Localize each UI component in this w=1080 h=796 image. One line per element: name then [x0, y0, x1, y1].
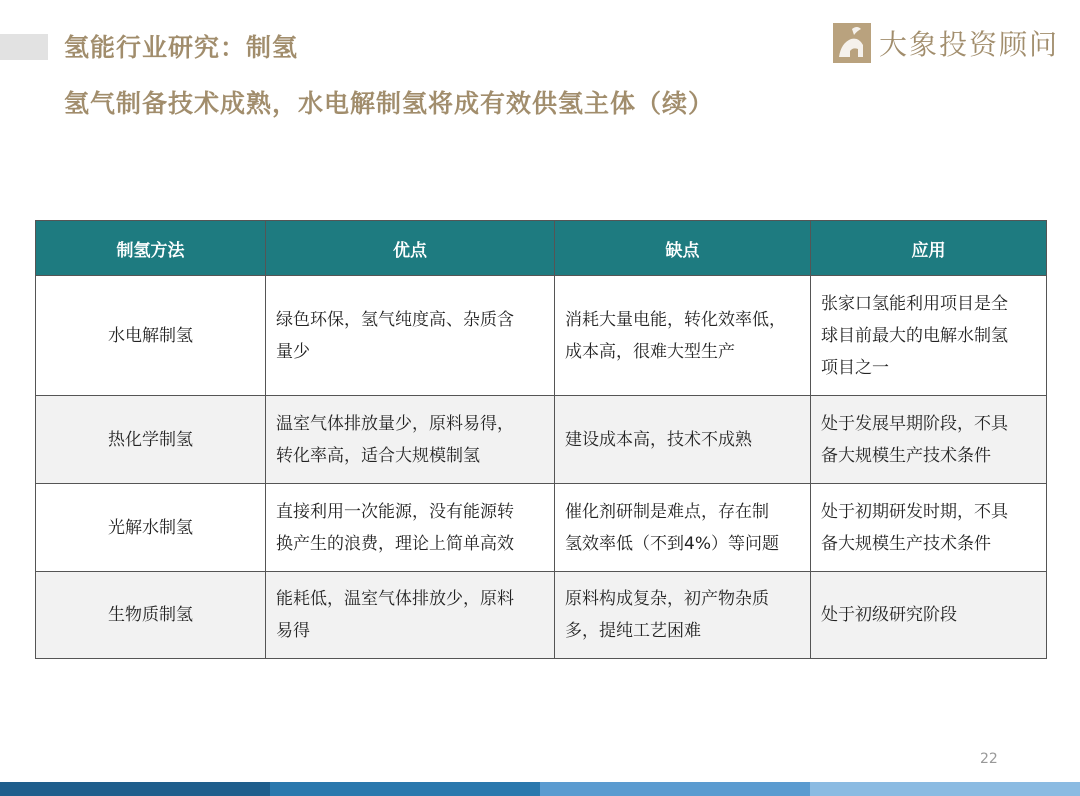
cell-line: 成本高，很难大型生产 — [565, 341, 735, 362]
cell-line: 易得 — [276, 621, 310, 641]
header-method: 制氢方法 — [36, 221, 266, 276]
method-cell: 水电解制氢 — [36, 276, 266, 396]
footer-bar-segment — [0, 782, 270, 796]
header-cons: 缺点 — [555, 221, 811, 276]
cell-line: 备大规模生产技术条件 — [821, 445, 991, 466]
pros-cell — [266, 396, 555, 484]
page-subtitle: 氢气制备技术成熟，水电解制氢将成有效供氢主体（续） — [64, 89, 715, 118]
footer-color-bar — [0, 782, 1080, 796]
cell-line: 处于初级研究阶段 — [821, 605, 957, 625]
cell-line: 绿色环保，氢气纯度高、杂质含 — [276, 309, 514, 330]
pros-cell — [266, 484, 555, 572]
cell-line: 建设成本高，技术不成熟 — [565, 429, 752, 450]
method-cell: 生物质制氢 — [36, 572, 266, 659]
table-row — [36, 276, 1047, 396]
hydrogen-methods-table — [35, 220, 1047, 659]
footer-bar-segment — [810, 782, 1080, 796]
table-row — [36, 484, 1047, 572]
method-cell: 热化学制氢 — [36, 396, 266, 484]
application-cell — [811, 396, 1047, 484]
cons-cell — [555, 276, 811, 396]
cell-line: 温室气体排放量少，原料易得， — [276, 413, 514, 434]
pros-cell — [266, 572, 555, 659]
cell-line: 处于发展早期阶段，不具 — [821, 413, 1008, 434]
logo-text: 大象投资顾问 — [879, 28, 1060, 61]
cell-line: 换产生的浪费，理论上简单高效 — [276, 533, 514, 554]
footer-bar-segment — [270, 782, 540, 796]
cell-line: 能耗低，温室气体排放少，原料 — [276, 589, 514, 609]
header-application: 应用 — [811, 221, 1047, 276]
page-title: 氢能行业研究：制氢 — [64, 33, 299, 62]
cell-line: 消耗大量电能，转化效率低， — [565, 309, 786, 330]
cons-cell — [555, 484, 811, 572]
pros-cell — [266, 276, 555, 396]
company-logo — [833, 22, 1059, 64]
cell-line: 球目前最大的电解水制氢 — [821, 325, 1008, 346]
header-pros: 优点 — [266, 221, 555, 276]
cell-line: 项目之一 — [821, 357, 889, 378]
title-side-band — [0, 34, 48, 60]
cell-line: 氢效率低（不到4%）等问题 — [565, 533, 779, 554]
method-cell: 光解水制氢 — [36, 484, 266, 572]
application-cell — [811, 572, 1047, 659]
cons-cell — [555, 572, 811, 659]
elephant-logo-icon — [833, 23, 871, 63]
cell-line: 量少 — [276, 341, 310, 362]
cell-line: 多，提纯工艺困难 — [565, 621, 701, 641]
table-header-row — [36, 221, 1047, 276]
cell-line: 张家口氢能利用项目是全 — [821, 293, 1008, 314]
cell-line: 催化剂研制是难点，存在制 — [565, 501, 769, 522]
footer-bar-segment — [540, 782, 810, 796]
table-row — [36, 572, 1047, 659]
page-number: 22 — [980, 751, 998, 767]
application-cell — [811, 484, 1047, 572]
cell-line: 处于初期研发时期，不具 — [821, 501, 1008, 522]
cell-line: 备大规模生产技术条件 — [821, 533, 991, 554]
application-cell — [811, 276, 1047, 396]
table-row — [36, 396, 1047, 484]
cell-line: 转化率高，适合大规模制氢 — [276, 445, 480, 466]
cell-line: 原料构成复杂，初产物杂质 — [565, 589, 769, 609]
cons-cell — [555, 396, 811, 484]
cell-line: 直接利用一次能源，没有能源转 — [276, 501, 514, 522]
